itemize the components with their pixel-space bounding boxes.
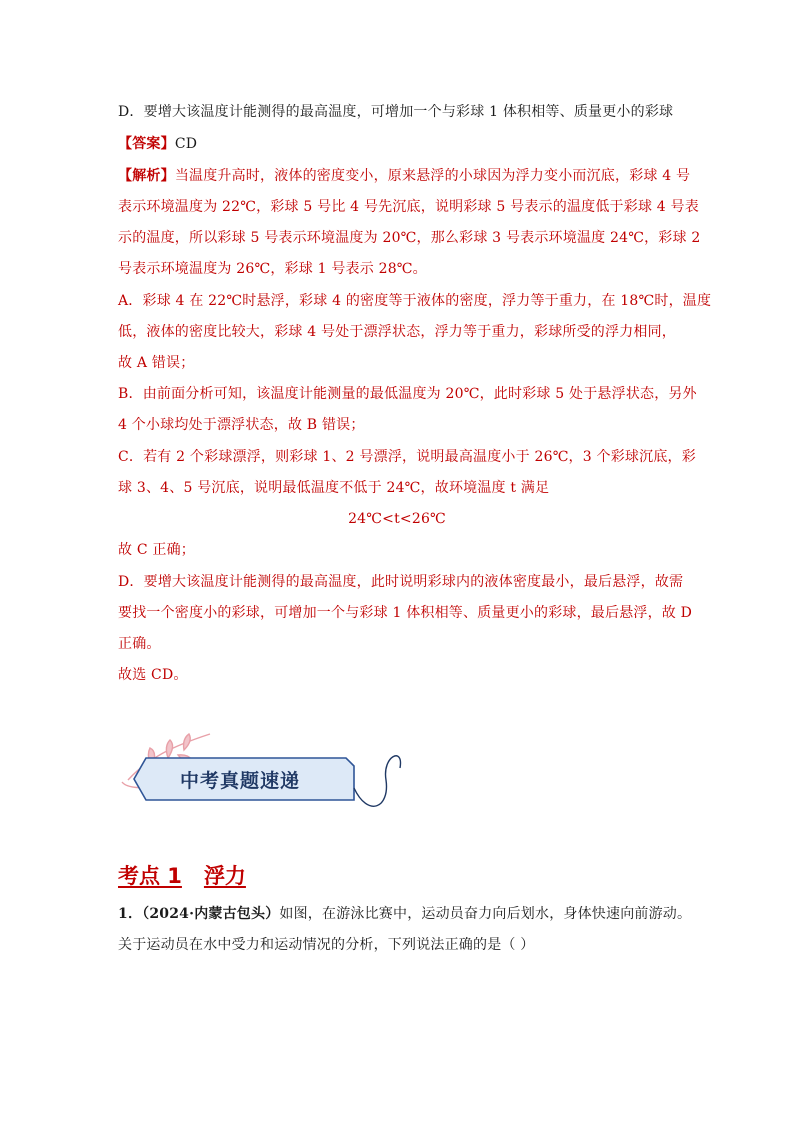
analysis-text-1: 当温度升高时，液体的密度变小，原来悬浮的小球因为浮力变小而沉底，彩球 4 号 <box>174 168 691 184</box>
option-b-line-2: 4 个小球均处于漂浮状态，故 B 错误； <box>118 417 365 433</box>
section-label: 考点 1 <box>118 864 182 888</box>
section-heading <box>118 862 246 890</box>
option-d-line-2: 要找一个密度小的彩球，可增加一个与彩球 1 体积相等、质量更小的彩球，最后悬浮，故 D <box>118 605 693 621</box>
final-choice: 故选 CD。 <box>118 667 188 683</box>
analysis-line-3: 示的温度，所以彩球 5 号表示环境温度为 20℃，那么彩球 3 号表示环境温度 24℃，彩球 2 <box>118 230 701 246</box>
option-a-line-1: A．彩球 4 在 22℃时悬浮，彩球 4 的密度等于液体的密度，浮力等于重力，在 18℃时，温度 <box>118 293 712 309</box>
option-c-line-3: 故 C 正确； <box>118 542 196 558</box>
option-d-line-1: D．要增大该温度计能测得的最高温度，此时说明彩球内的液体密度最小，最后悬浮，故需 <box>118 574 684 590</box>
option-b-line-1: B．由前面分析可知，该温度计能测量的最低温度为 20℃，此时彩球 5 处于悬浮状态，另外 <box>118 386 697 402</box>
option-c-line-2: 球 3、4、5 号沉底，说明最低温度不低于 24℃，故环境温度 t 满足 <box>118 480 550 496</box>
temperature-formula: 24℃<t<26℃ <box>348 511 446 527</box>
answer-value: CD <box>174 136 198 152</box>
option-a-line-2: 低，液体的密度比较大，彩球 4 号处于漂浮状态，浮力等于重力，彩球所受的浮力相同， <box>118 324 677 340</box>
option-d-previous: D．要增大该温度计能测得的最高温度，可增加一个与彩球 1 体积相等、质量更小的彩球 <box>118 104 674 120</box>
analysis-line-4: 号表示环境温度为 26℃，彩球 1 号表示 28℃。 <box>118 261 427 277</box>
option-d-line-3: 正确。 <box>118 636 161 652</box>
banner-swirl-icon <box>354 756 400 806</box>
section-title: 浮力 <box>203 864 246 888</box>
question-number: 1． <box>118 906 143 922</box>
analysis-line-2: 表示环境温度为 22℃，彩球 5 号比 4 号先沉底，说明彩球 5 号表示的温度低于彩球 4 号表 <box>118 199 699 215</box>
answer-line <box>118 134 197 154</box>
banner-title: 中考真题速递 <box>180 770 301 792</box>
answer-tag: 【答案】 <box>118 136 175 152</box>
question-line-2: 关于运动员在水中受力和运动情况的分析，下列说法正确的是（ ） <box>118 937 535 953</box>
question-source: （2024·内蒙古包头） <box>142 906 280 922</box>
option-c-line-1: C．若有 2 个彩球漂浮，则彩球 1、2 号漂浮，说明最高温度小于 26℃，3 个彩球沉底，彩 <box>118 449 696 465</box>
analysis-tag: 【解析】 <box>118 168 175 184</box>
section-banner <box>118 728 418 828</box>
question-line-1 <box>118 904 691 924</box>
analysis-line-1 <box>118 166 690 186</box>
option-a-line-3: 故 A 错误； <box>118 355 195 371</box>
question-text-1: 如图，在游泳比赛中，运动员奋力向后划水，身体快速向前游动。 <box>279 906 692 922</box>
